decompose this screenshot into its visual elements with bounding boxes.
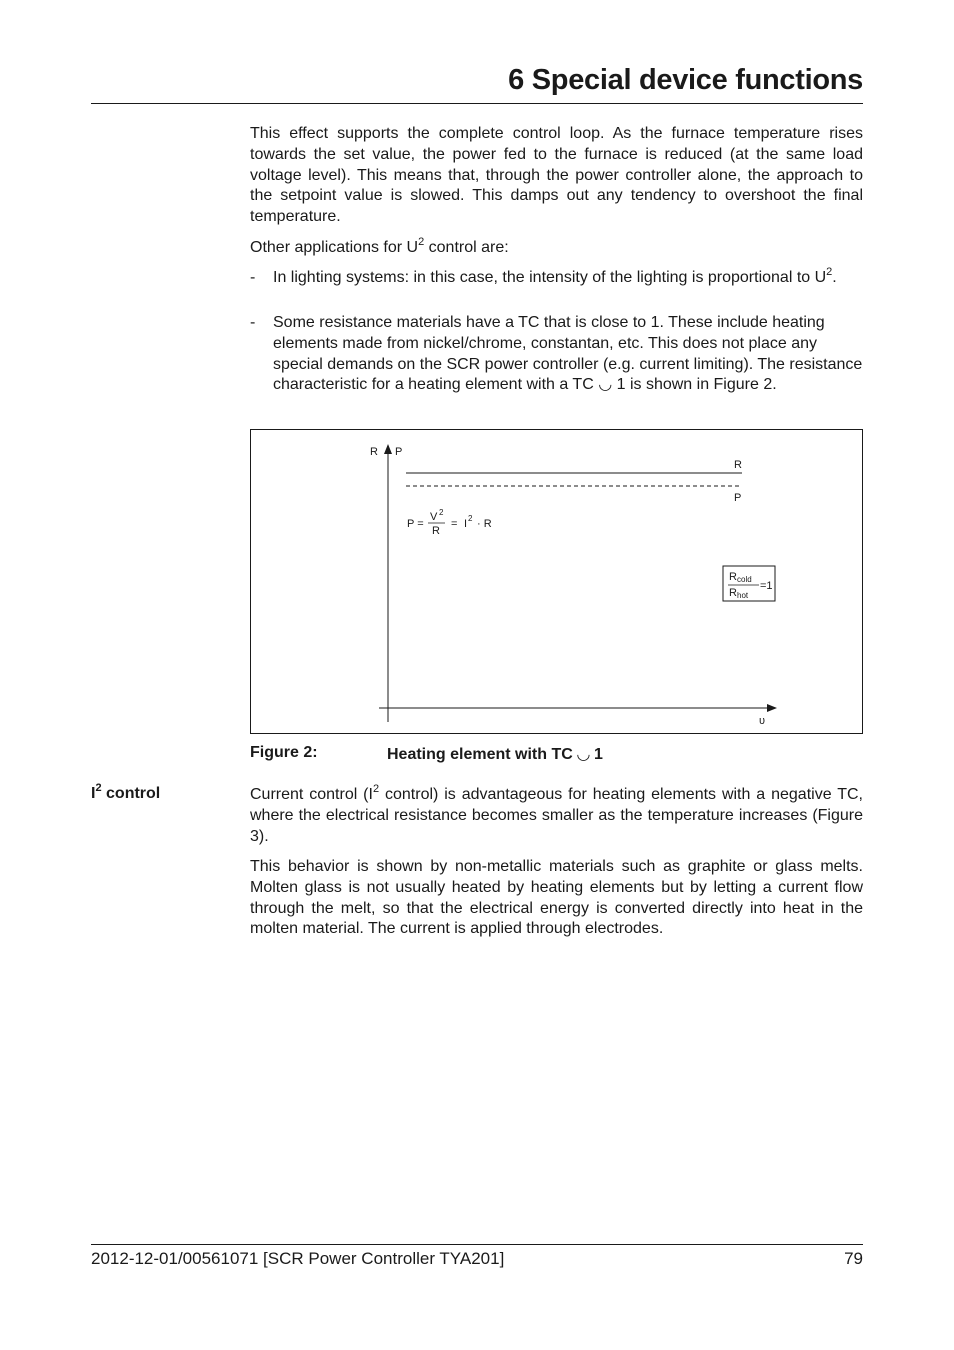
list-item-text: Some resistance materials have a TC that is close to 1. These include heating elements made from nickel/chrome, constantan, etc. This does not place any special demands on the SCR power controller (e.g. current limiting). The resistance characteristic for a heating element with a TC ◡ 1 is shown in Figure 2. — [273, 314, 863, 394]
figure-caption-text: Heating element with TC ◡ 1 — [387, 746, 603, 763]
formula-current-sup: 2 — [468, 514, 473, 523]
figure-2-frame — [250, 429, 863, 734]
ratio-denominator: R — [729, 587, 737, 599]
i2-paragraph-2 — [250, 857, 863, 940]
intro-paragraph — [250, 124, 863, 228]
power-line-label: P — [734, 492, 742, 504]
i2-control-heading: $I^2$ control — [91, 782, 161, 802]
x-axis-label: υ — [759, 715, 766, 727]
ratio-value: =1 — [760, 580, 773, 592]
ratio-numerator-sub: cold — [737, 575, 752, 584]
resistance-line-label: R — [734, 459, 742, 471]
figure-caption-label: Figure 2: — [250, 744, 318, 761]
i2-paragraph-1 — [250, 785, 863, 847]
formula-tail: · R — [477, 518, 492, 530]
y-axis-label-p: P — [395, 446, 403, 458]
formula-current: I — [464, 518, 468, 530]
ratio-denominator-sub: hot — [737, 591, 749, 600]
chapter-title: 6 Special device functions — [508, 64, 863, 96]
list-item-text: In lighting systems: in this case, the intensity of the lighting is proportional to $U^2$. — [273, 266, 837, 286]
other-applications-line — [250, 238, 863, 259]
footer-doc-reference: 2012-12-01/00561071 [SCR Power Controller TYA201] — [91, 1249, 505, 1268]
formula-numerator: V — [430, 511, 438, 523]
formula-denominator: R — [432, 525, 440, 537]
i2-paragraph-2-text: This behavior is shown by non-metallic materials such as graphite or glass melts. Molten glass is not usually heated by heating elements but by letting a current flow through the melt, so that the electrical energy is converted directly into heat in the molten material. The current is applied through electrodes. — [250, 858, 863, 938]
heating-element-diagram — [251, 430, 864, 735]
list-dash: - — [250, 314, 256, 331]
ratio-numerator: R — [729, 571, 737, 583]
y-axis-arrow — [384, 444, 392, 454]
list-item — [250, 268, 863, 289]
formula-numerator-sup: 2 — [439, 508, 444, 517]
other-applications-text: Other applications for $U^2$ control are: — [250, 236, 509, 256]
footer-rule — [91, 1244, 863, 1245]
list-dash: - — [250, 269, 256, 286]
intro-text: This effect supports the complete control loop. As the furnace temperature rises towards the set value, the power fed to the furnace is reduced (at the same load voltage level). This means that, through the power controller alone, the approach to the setpoint value is slowed. This damps out any tendency to overshoot the final temperature. — [250, 125, 863, 226]
list-item — [250, 313, 863, 396]
y-axis-label-r: R — [370, 446, 378, 458]
x-axis-arrow — [767, 704, 777, 712]
i2-paragraph-1-text: Current control ($I^2$ control) is advantageous for heating elements with a negative TC, where the electrical resistance becomes smaller as the temperature increases (Figure 3). — [250, 783, 863, 845]
formula-p: P = — [407, 518, 424, 530]
page-number: 79 — [844, 1249, 863, 1268]
formula-equals: = — [451, 518, 458, 530]
header-rule — [91, 103, 863, 104]
